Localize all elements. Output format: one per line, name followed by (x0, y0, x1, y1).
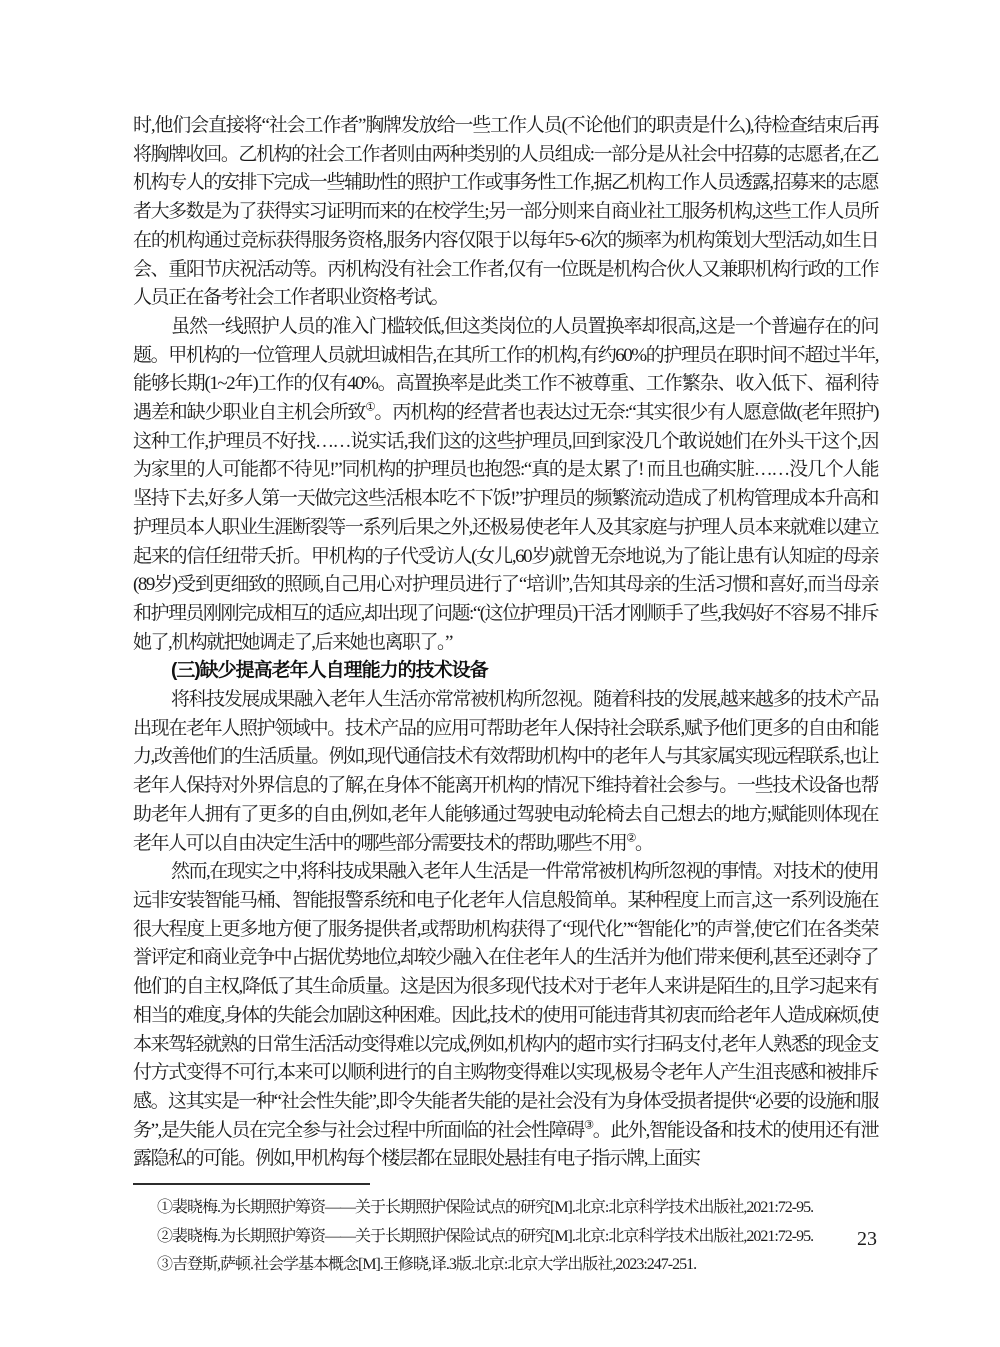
paragraph-tech-neglect: 然而,在现实之中,将科技成果融入老年人生活是一件常常被机构所忽视的事情。对技术的使用远非安装智能马桶、智能报警系统和电子化老年人信息般简单。某种程度上而言,这一系列设施在很大程度上更多地方便了服务提供者,或帮助机构获得了“现代化”“智能化”的声誉,使它们在各类荣誉评定和商业竞争中占据优势地位,却较少融入在住老年人的生活并为他们带来便利,甚至还剥夺了他们的自主权,降低了其生命质量。这是因为很多现代技术对于老年人来讲是陌生的,且学习起来有相当的难度,身体的失能会加剧这种困难。因此,技术的使用可能违背其初衷而给老年人造成麻烦,使本来驾轻就熟的日常生活活动变得难以完成,例如,机构内的超市实行扫码支付,老年人熟悉的现金支付方式变得不可行,本来可以顺利进行的自主购物变得难以实现,极易令老年人产生沮丧感和被排斥感。这其实是一种“社会性失能”,即令失能者失能的是社会没有为身体受损者提供“必要的设施和服务”,是失能人员在完全参与社会过程中所面临的社会性障碍③。此外,智能设备和技术的使用还有泄露隐私的可能。例如,甲机构每个楼层都在显眼处悬挂有电子指示牌,上面实 (133, 861, 878, 1170)
section-heading: (三)缺少提高老年人自理能力的技术设备 (171, 660, 488, 682)
footnote-3: ③吉登斯,萨顿.社会学基本概念[M].王修晓,译.3版.北京:北京大学出版社,2023:247-251. (157, 1256, 697, 1274)
paragraph-staff-turnover: 虽然一线照护人员的准入门槛较低,但这类岗位的人员置换率却很高,这是一个普遍存在的问题。甲机构的一位管理人员就坦诚相告,在其所工作的机构,有约60%的护理员在职时间不超过半年,能够长期(1~2年)工作的仅有40%。高置换率是此类工作不被尊重、工作繁杂、收入低下、福利待遇差和缺少职业自主机会所致①。丙机构的经营者也表达过无奈:“其实很少有人愿意做(老年照护)这种工作,护理员不好找……说实话,我们这的这些护理员,回到家没几个敢说她们在外头干这个,因为家里的人可能都不待见!”同机构的护理员也抱怨:“真的是太累了! 而且也确实脏……没几个人能坚持下去,好多人第一天做完这些活根本吃不下饭!”护理员的频繁流动造成了机构管理成本升高和护理员本人职业生涯断裂等一系列后果之外,还极易使老年人及其家庭与护理人员本来就难以建立起来的信任纽带夭折。甲机构的子代受访人(女儿,60岁)就曾无奈地说,为了能让患有认知症的母亲(89岁)受到更细致的照顾,自己用心对护理员进行了“培训”,告知其母亲的生活习惯和喜好,而当母亲和护理员刚刚完成相互的适应,却出现了问题:“(这位护理员)干活才刚顺手了些,我妈好不容易不排斥她了,机构就把她调走了,后来她也离职了。” (133, 315, 878, 653)
footnotes-section (133, 1183, 878, 1280)
footnote-divider (133, 1183, 370, 1185)
page-number: 23 (857, 1228, 877, 1250)
text-column (133, 112, 878, 1280)
paragraph-tech-benefits: 将科技发展成果融入老年人生活亦常常被机构所忽视。随着科技的发展,越来越多的技术产品出现在老年人照护领域中。技术产品的应用可帮助老年人保持社会联系,赋予他们更多的自由和能力,改善他们的生活质量。例如,现代通信技术有效帮助机构中的老年人与其家属实现远程联系,也让老年人保持对外界信息的了解,在身体不能离开机构的情况下维持着社会参与。一些技术设备也帮助老年人拥有了更多的自由,例如,老年人能够通过驾驶电动轮椅去自己想去的地方;赋能则体现在老年人可以自由决定生活中的哪些部分需要技术的帮助,哪些不用②。 (133, 689, 878, 854)
footnote-1: ①裴晓梅.为长期照护筹资——关于长期照护保险试点的研究[M].北京:北京科学技术出版社,2021:72-95. (157, 1199, 814, 1217)
paragraph-continuation: 时,他们会直接将“社会工作者”胸牌发放给一些工作人员(不论他们的职责是什么),待检查结束后再将胸牌收回。乙机构的社会工作者则由两种类别的人员组成:一部分是从社会中招募的志愿者,在乙机构专人的安排下完成一些辅助性的照护工作或事务性工作,据乙机构工作人员透露,招募来的志愿者大多数是为了获得实习证明而来的在校学生;另一部分则来自商业社工服务机构,这些工作人员所在的机构通过竞标获得服务资格,服务内容仅限于以每年5~6次的频率为机构策划大型活动,如生日会、重阳节庆祝活动等。丙机构没有社会工作者,仅有一位既是机构合伙人又兼职机构行政的工作人员正在备考社会工作者职业资格考试。 (133, 115, 878, 309)
footnote-2: ②裴晓梅.为长期照护筹资——关于长期照护保险试点的研究[M].北京:北京科学技术出版社,2021:72-95. (157, 1227, 814, 1245)
